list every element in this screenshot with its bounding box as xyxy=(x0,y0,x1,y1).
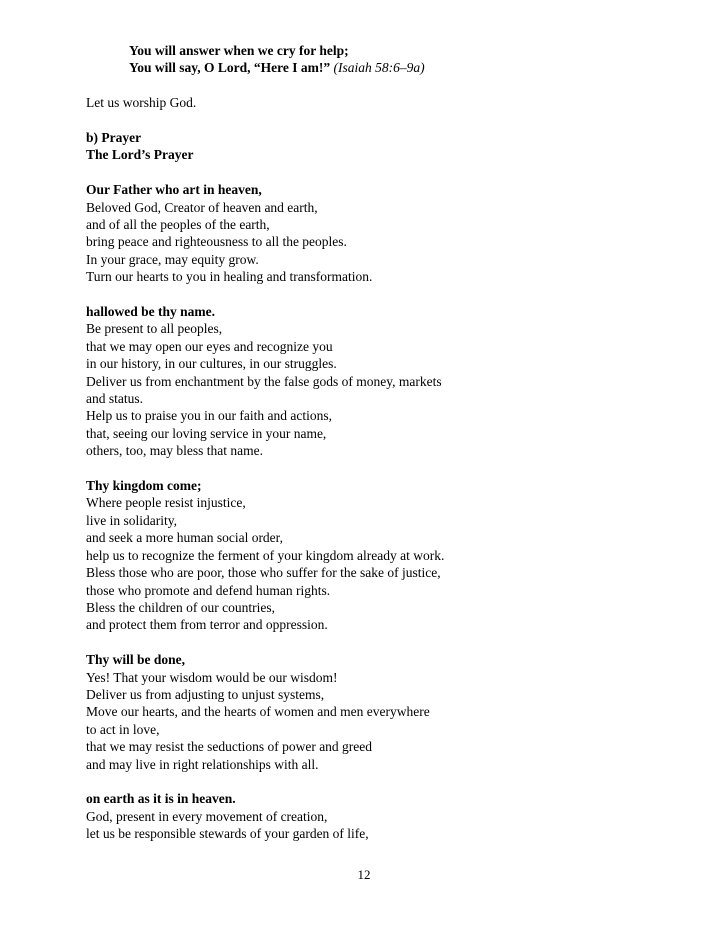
prayer-stanza xyxy=(86,790,686,842)
stanza-line: others, too, may bless that name. xyxy=(86,443,263,459)
prayer-stanza xyxy=(86,181,686,285)
prayer-stanza xyxy=(86,477,686,634)
stanza-line: Bless the children of our countries, xyxy=(86,599,275,615)
stanza-line: live in solidarity, xyxy=(86,512,177,528)
spacer xyxy=(86,634,686,651)
document-page xyxy=(86,42,686,843)
stanza-line: and protect them from terror and oppression. xyxy=(86,617,328,633)
stanza-heading: Thy kingdom come; xyxy=(86,478,202,494)
stanza-line: God, present in every movement of creation, xyxy=(86,808,328,824)
stanza-line: In your grace, may equity grow. xyxy=(86,251,259,267)
stanza-line: that, seeing our loving service in your name, xyxy=(86,425,327,441)
stanza-line: help us to recognize the ferment of your kingdom already at work. xyxy=(86,547,445,563)
spacer xyxy=(86,112,686,129)
prayer-stanzas xyxy=(86,164,686,843)
stanza-line: and may live in right relationships with all. xyxy=(86,756,319,772)
spacer xyxy=(86,773,686,790)
opening-line-1: You will answer when we cry for help; xyxy=(129,43,349,58)
stanza-line: Deliver us from enchantment by the false gods of money, markets xyxy=(86,373,442,389)
stanza-heading: on earth as it is in heaven. xyxy=(86,791,236,807)
stanza-line: Turn our hearts to you in healing and transformation. xyxy=(86,269,373,285)
stanza-line: Bless those who are poor, those who suffer for the sake of justice, xyxy=(86,565,441,581)
stanza-heading: hallowed be thy name. xyxy=(86,304,216,320)
spacer xyxy=(86,286,686,303)
stanza-line: Beloved God, Creator of heaven and earth, xyxy=(86,199,318,215)
stanza-line: and seek a more human social order, xyxy=(86,530,284,546)
stanza-line: that we may resist the seductions of power and greed xyxy=(86,739,373,755)
stanza-line: Yes! That your wisdom would be our wisdom! xyxy=(86,669,338,685)
stanza-line: Be present to all peoples, xyxy=(86,321,223,337)
stanza-heading: Thy will be done, xyxy=(86,652,186,668)
stanza-line: bring peace and righteousness to all the peoples. xyxy=(86,234,347,250)
stanza-heading: Our Father who art in heaven, xyxy=(86,182,262,198)
stanza-line: Where people resist injustice, xyxy=(86,495,246,511)
stanza-line: that we may open our eyes and recognize you xyxy=(86,338,333,354)
prayer-stanza xyxy=(86,651,686,773)
opening-line-2 xyxy=(86,59,686,76)
scripture-citation: (Isaiah 58:6–9a) xyxy=(333,60,425,76)
opening-line-2-text: You will say, O Lord, “Here I am!” xyxy=(129,60,331,76)
stanza-line: and status. xyxy=(86,391,143,407)
stanza-line: in our history, in our cultures, in our struggles. xyxy=(86,356,337,372)
stanza-line: those who promote and defend human rights. xyxy=(86,582,331,598)
spacer xyxy=(86,164,686,181)
stanza-line: let us be responsible stewards of your garden of life, xyxy=(86,826,369,842)
stanza-line: Deliver us from adjusting to unjust systems, xyxy=(86,686,325,702)
prayer-stanza xyxy=(86,303,686,460)
spacer xyxy=(86,77,686,94)
spacer xyxy=(86,460,686,477)
invitation-text: Let us worship God. xyxy=(86,95,197,111)
section-label: b) Prayer xyxy=(86,130,142,145)
stanza-line: and of all the peoples of the earth, xyxy=(86,217,270,233)
stanza-line: Move our hearts, and the hearts of women and men everywhere xyxy=(86,704,430,720)
stanza-line: Help us to praise you in our faith and actions, xyxy=(86,408,332,424)
stanza-line: to act in love, xyxy=(86,721,160,737)
section-title: The Lord’s Prayer xyxy=(86,147,194,163)
page-number: 12 xyxy=(357,867,371,882)
